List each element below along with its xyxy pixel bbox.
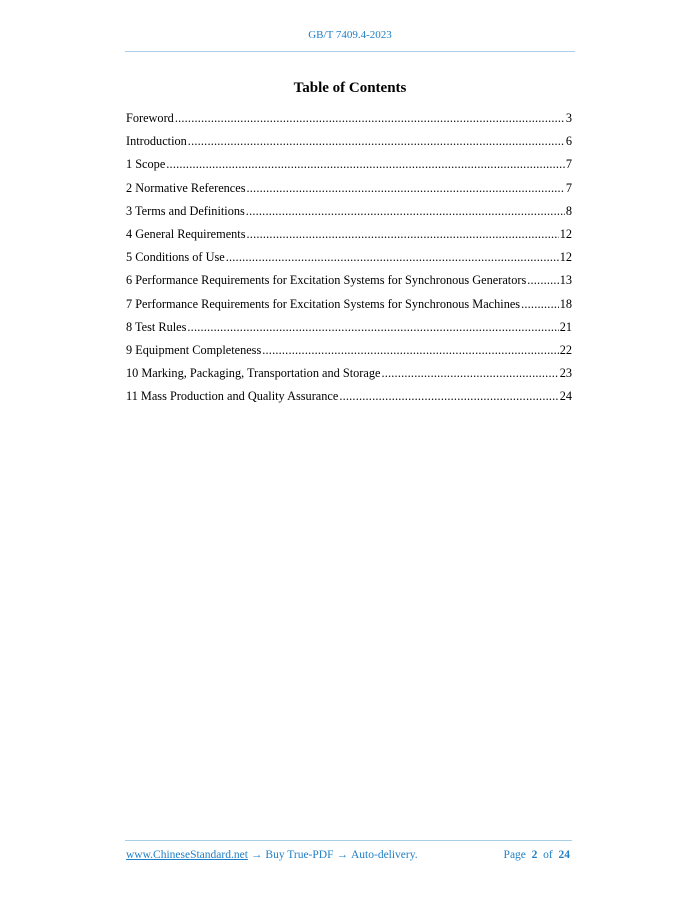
toc-title: Table of Contents	[293, 80, 407, 96]
toc-entry-label: 3 Terms and Definitions	[126, 203, 245, 218]
toc-entry-page: 12	[559, 250, 572, 265]
toc-dot-leader	[521, 296, 559, 312]
toc-dot-leader	[247, 226, 559, 242]
toc-entry-equipment-completeness[interactable]	[126, 342, 572, 365]
toc-dot-leader	[166, 156, 565, 172]
toc-dot-leader	[187, 319, 558, 335]
toc-entry-label: 9 Equipment Completeness	[126, 342, 262, 357]
toc-entry-page: 13	[559, 273, 572, 288]
toc-entry-page: 7	[565, 180, 572, 195]
toc-dot-leader	[527, 272, 558, 288]
toc-entry-page: 23	[559, 366, 572, 381]
site-link[interactable]: www.ChineseStandard.net	[126, 849, 248, 861]
toc-entry-page: 21	[559, 319, 572, 334]
toc-entry-introduction[interactable]	[126, 133, 572, 156]
toc-entry-page: 8	[565, 203, 572, 218]
page-total: 24	[558, 849, 570, 861]
running-header: GB/T 7409.4-2023	[308, 29, 392, 41]
page-current: 2	[531, 849, 538, 861]
toc-entry-mass-production[interactable]	[126, 388, 572, 411]
toc-entry-page: 3	[565, 111, 572, 125]
toc-dot-leader	[188, 133, 565, 149]
toc-dot-leader	[262, 342, 558, 358]
toc-entry-scope[interactable]	[126, 156, 572, 179]
toc-entry-general-requirements[interactable]	[126, 226, 572, 249]
toc-entry-terms-definitions[interactable]	[126, 203, 572, 226]
buy-true-pdf-text: Buy True-PDF	[265, 849, 334, 861]
toc-entry-label: 4 General Requirements	[126, 226, 246, 241]
toc-entry-foreword[interactable]	[126, 110, 572, 133]
toc-entry-label: Foreword	[126, 111, 174, 125]
page-word: Page	[503, 849, 526, 861]
toc-entry-test-rules[interactable]	[126, 319, 572, 342]
toc-entry-conditions-of-use[interactable]	[126, 249, 572, 272]
right-arrow-icon: →	[336, 849, 348, 861]
toc-dot-leader	[175, 110, 565, 126]
toc-entry-label: 11 Mass Production and Quality Assurance	[126, 389, 339, 404]
toc-entry-label: 7 Performance Requirements for Excitation Systems for Synchronous Machines	[126, 296, 521, 311]
toc-entry-label: 2 Normative References	[126, 180, 246, 195]
page-number	[504, 849, 570, 861]
right-arrow-icon: →	[250, 849, 263, 861]
toc-dot-leader	[226, 249, 559, 265]
toc-entry-page: 12	[559, 226, 572, 241]
header-divider	[125, 51, 575, 52]
toc-entry-generator-performance[interactable]	[126, 272, 572, 295]
auto-delivery-text: Auto-delivery.	[350, 849, 418, 861]
toc-entry-machine-performance[interactable]	[126, 296, 572, 319]
toc-dot-leader	[246, 203, 565, 219]
of-word: of	[543, 849, 553, 861]
toc-entry-label: 1 Scope	[126, 157, 166, 172]
footer-divider	[125, 840, 572, 841]
footer-promo	[126, 849, 418, 861]
toc-entry-page: 7	[565, 157, 572, 172]
toc-entry-label: 10 Marking, Packaging, Transportation and Storage	[126, 366, 381, 381]
toc-entry-page: 24	[559, 389, 572, 404]
toc-list	[126, 110, 572, 411]
toc-dot-leader	[381, 365, 558, 381]
toc-entry-normative-references[interactable]	[126, 180, 572, 203]
toc-dot-leader	[339, 388, 558, 404]
toc-dot-leader	[247, 180, 565, 196]
toc-entry-page: 18	[559, 296, 572, 311]
toc-entry-label: 6 Performance Requirements for Excitation Systems for Synchronous Generators	[126, 273, 527, 288]
toc-entry-page: 6	[565, 134, 572, 149]
toc-entry-label: 5 Conditions of Use	[126, 250, 225, 265]
toc-entry-page: 22	[559, 342, 572, 357]
toc-entry-marking-packaging[interactable]	[126, 365, 572, 388]
toc-entry-label: Introduction	[126, 134, 187, 149]
toc-entry-label: 8 Test Rules	[126, 319, 187, 334]
